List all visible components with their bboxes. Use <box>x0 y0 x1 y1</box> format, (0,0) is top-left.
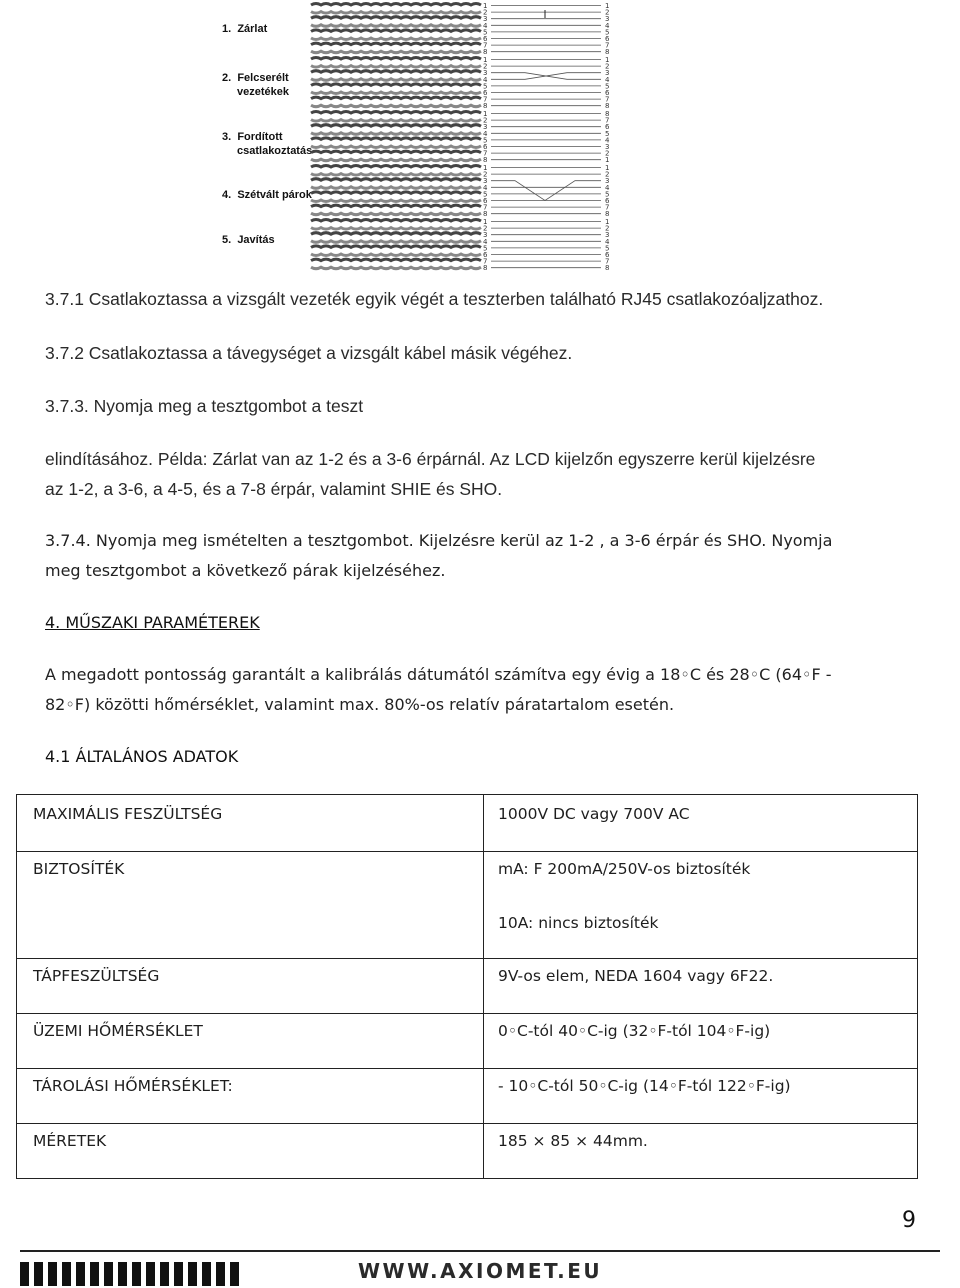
pin-number-left: 2 <box>483 62 488 71</box>
table-row <box>17 1124 918 1179</box>
cable-strand <box>311 97 481 99</box>
pin-number-right: 7 <box>605 41 610 50</box>
pin-number-right: 4 <box>605 183 610 192</box>
pin-number-right: 2 <box>605 8 610 17</box>
pin-number-right: 5 <box>605 129 610 138</box>
footer-divider <box>20 1250 940 1252</box>
pin-number-right: 2 <box>605 170 610 179</box>
fault-label-line: 5. Javítás <box>222 234 275 246</box>
fault-label-line: 4. Szétvált párok <box>222 189 312 201</box>
pin-number-left: 6 <box>483 197 488 205</box>
cable-strand <box>311 138 481 140</box>
pin-number-right: 7 <box>605 257 610 266</box>
pin-number-left: 3 <box>483 177 488 186</box>
pin-number-left: 3 <box>483 15 488 24</box>
cable-strand <box>311 151 481 153</box>
spec-label: TÁROLÁSI HŐMÉRSÉKLET: <box>17 1069 484 1124</box>
cable-strand <box>311 112 481 114</box>
cable-strand <box>311 174 481 176</box>
cable-strand <box>311 51 481 53</box>
cable-strand <box>311 179 481 181</box>
crossed-wire <box>491 73 601 80</box>
spec-value: - 10◦C-tól 50◦C-ig (14◦F-tól 122◦F-ig) <box>484 1069 918 1124</box>
cable-strand <box>311 43 481 45</box>
pin-number-left: 7 <box>483 41 488 50</box>
pin-number-left: 3 <box>483 69 488 78</box>
footer-barcode-decoration <box>20 1262 239 1286</box>
cable-strand <box>311 66 481 68</box>
pin-number-right: 8 <box>605 110 610 118</box>
cable-strand <box>311 166 481 168</box>
pin-number-right: 4 <box>605 75 610 84</box>
pin-number-left: 5 <box>483 136 488 145</box>
pin-number-left: 8 <box>483 264 488 272</box>
pin-number-right: 8 <box>605 264 610 272</box>
fault-label-line: 2. Felcserélt <box>222 72 289 84</box>
cable-strand <box>311 241 481 243</box>
pin-number-left: 8 <box>483 102 488 111</box>
cable-strand <box>311 246 481 248</box>
pin-number-right: 6 <box>605 35 610 43</box>
spec-label: BIZTOSÍTÉK <box>17 852 484 959</box>
pin-number-right: 1 <box>605 2 610 10</box>
cable-strand <box>311 38 481 40</box>
pin-number-left: 7 <box>483 203 488 212</box>
pin-number-right: 4 <box>605 237 610 246</box>
cable-strand <box>311 220 481 222</box>
pin-number-left: 6 <box>483 35 488 43</box>
pin-number-right: 1 <box>605 164 610 172</box>
spec-value: 0◦C-tól 40◦C-ig (32◦F-tól 104◦F-ig) <box>484 1014 918 1069</box>
pin-number-right: 6 <box>605 123 610 132</box>
page-number: 9 <box>902 1208 916 1233</box>
pin-number-right: 2 <box>605 149 610 158</box>
cable-strand <box>311 200 481 202</box>
fault-label-line: 1. Zárlat <box>222 23 268 35</box>
pin-number-right: 2 <box>605 62 610 71</box>
pin-number-left: 5 <box>483 82 488 91</box>
paragraph-3-7-2: 3.7.2 Csatlakoztassa a távegységet a vizsgált kábel másik végéhez. <box>45 343 573 363</box>
pin-number-left: 6 <box>483 143 488 151</box>
pin-number-left: 5 <box>483 190 488 199</box>
footer-bar <box>76 1262 85 1286</box>
footer-bar <box>146 1262 155 1286</box>
accuracy-paragraph-line-2: 82◦F) közötti hőmérséklet, valamint max. 80%-os relatív páratartalom esetén. <box>45 695 675 714</box>
cable-strand <box>311 4 481 6</box>
pin-number-right: 3 <box>605 69 610 78</box>
footer-bar <box>62 1262 71 1286</box>
spec-value: 185 × 85 × 44mm. <box>484 1124 918 1179</box>
pin-number-right: 8 <box>605 102 610 111</box>
footer-bar <box>216 1262 225 1286</box>
cable-strand <box>311 105 481 107</box>
specifications-table <box>16 794 918 1179</box>
pin-number-right: 6 <box>605 251 610 259</box>
pin-number-left: 8 <box>483 48 488 57</box>
split-pair-wire <box>491 181 601 201</box>
cable-strand <box>311 159 481 161</box>
footer-bar <box>230 1262 239 1286</box>
paragraph-3-7-4-line-2: meg tesztgombot a következő párak kijelzéséhez. <box>45 561 446 580</box>
wiring-fault-diagram <box>215 0 615 272</box>
pin-number-right: 4 <box>605 21 610 30</box>
table-row <box>17 852 918 959</box>
pin-number-left: 4 <box>483 183 488 192</box>
cable-strand <box>311 146 481 148</box>
pin-number-left: 4 <box>483 21 488 30</box>
footer-bar <box>188 1262 197 1286</box>
pin-number-left: 3 <box>483 231 488 240</box>
pin-number-right: 5 <box>605 190 610 199</box>
pin-number-right: 7 <box>605 203 610 212</box>
cable-strand <box>311 187 481 189</box>
pin-number-right: 5 <box>605 244 610 253</box>
cable-strand <box>311 233 481 235</box>
pin-number-left: 4 <box>483 129 488 138</box>
pin-number-left: 2 <box>483 8 488 17</box>
pin-number-left: 4 <box>483 75 488 84</box>
fault-label-line: csatlakoztatás <box>237 145 313 157</box>
pin-number-right: 5 <box>605 82 610 91</box>
cable-strand <box>311 205 481 207</box>
footer-bar <box>20 1262 29 1286</box>
cable-strand <box>311 125 481 127</box>
pin-number-left: 8 <box>483 210 488 219</box>
pin-number-right: 5 <box>605 28 610 37</box>
paragraph-3-7-4: 3.7.4. Nyomja meg ismételten a tesztgombot. Kijelzésre kerül az 1-2 , a 3-6 érpár és SHO. Nyomja <box>45 531 833 550</box>
pin-number-left: 1 <box>483 56 488 64</box>
footer-bar <box>160 1262 169 1286</box>
pin-number-left: 6 <box>483 251 488 259</box>
pin-number-left: 1 <box>483 164 488 172</box>
pin-number-left: 5 <box>483 244 488 253</box>
paragraph-3-7-1: 3.7.1 Csatlakoztassa a vizsgált vezeték egyik végét a teszterben található RJ45 csatlakozóaljzathoz. <box>45 289 824 309</box>
pin-number-right: 3 <box>605 143 610 151</box>
cable-strand <box>311 84 481 86</box>
spec-label: MAXIMÁLIS FESZÜLTSÉG <box>17 795 484 852</box>
pin-number-left: 1 <box>483 110 488 118</box>
cable-strand <box>311 92 481 94</box>
cable-strand <box>311 30 481 32</box>
pin-number-right: 6 <box>605 197 610 205</box>
spec-label: TÁPFESZÜLTSÉG <box>17 959 484 1014</box>
cable-strand <box>311 79 481 81</box>
pin-number-left: 3 <box>483 123 488 132</box>
paragraph-3-7-3-line-2: elindításához. Példa: Zárlat van az 1-2 és a 3-6 érpárnál. Az LCD kijelzőn egyszerre kerül kijelzésre <box>45 449 816 469</box>
split-pair-wire <box>491 181 601 201</box>
footer-bar <box>104 1262 113 1286</box>
footer-bar <box>118 1262 127 1286</box>
table-row <box>17 1014 918 1069</box>
pin-number-left: 7 <box>483 149 488 158</box>
pin-number-right: 6 <box>605 89 610 97</box>
pin-number-left: 8 <box>483 156 488 165</box>
pin-number-right: 1 <box>605 156 610 165</box>
pin-number-right: 1 <box>605 56 610 64</box>
pin-number-left: 7 <box>483 95 488 104</box>
accuracy-paragraph: A megadott pontosság garantált a kalibrálás dátumától számítva egy évig a 18◦C és 28◦C (64◦F - <box>45 665 832 684</box>
pin-number-left: 2 <box>483 170 488 179</box>
pin-number-right: 1 <box>605 218 610 226</box>
pin-number-right: 7 <box>605 95 610 104</box>
spec-value: 1000V DC vagy 700V AC <box>484 795 918 852</box>
pin-number-left: 1 <box>483 2 488 10</box>
spec-value: mA: F 200mA/250V-os biztosíték 10A: nincs biztosíték <box>484 852 918 959</box>
cable-strand <box>311 259 481 261</box>
pin-number-right: 8 <box>605 210 610 219</box>
pin-number-left: 2 <box>483 224 488 233</box>
cable-strand <box>311 228 481 230</box>
cable-strand <box>311 254 481 256</box>
paragraph-3-7-3: 3.7.3. Nyomja meg a tesztgombot a teszt <box>45 396 364 416</box>
paragraph-3-7-3-line-3: az 1-2, a 3-6, a 4-5, és a 7-8 érpár, valamint SHIE és SHO. <box>45 479 503 499</box>
cable-strand <box>311 58 481 60</box>
pin-number-right: 3 <box>605 15 610 24</box>
cable-strand <box>311 133 481 135</box>
spec-label: MÉRETEK <box>17 1124 484 1179</box>
table-row <box>17 959 918 1014</box>
cable-strand <box>311 12 481 14</box>
cable-strand <box>311 25 481 27</box>
footer-website-url: WWW.AXIOMET.EU <box>358 1259 603 1283</box>
subsection-heading: 4.1 ÁLTALÁNOS ADATOK <box>45 747 239 766</box>
pin-number-left: 1 <box>483 218 488 226</box>
wiring-diagram-graphic <box>215 0 615 272</box>
footer-bar <box>174 1262 183 1286</box>
pin-number-right: 7 <box>605 116 610 125</box>
pin-number-left: 6 <box>483 89 488 97</box>
fault-label-line: 3. Fordított <box>222 131 283 143</box>
footer-bar <box>34 1262 43 1286</box>
pin-number-left: 5 <box>483 28 488 37</box>
cable-strand <box>311 267 481 269</box>
pin-number-right: 8 <box>605 48 610 57</box>
pin-number-left: 4 <box>483 237 488 246</box>
cable-strand <box>311 213 481 215</box>
footer-bar <box>202 1262 211 1286</box>
pin-number-left: 7 <box>483 257 488 266</box>
section-heading: 4. MŰSZAKI PARAMÉTEREK <box>45 613 260 632</box>
footer-bar <box>90 1262 99 1286</box>
cable-strand <box>311 71 481 73</box>
table-row <box>17 1069 918 1124</box>
pin-number-left: 2 <box>483 116 488 125</box>
pin-number-right: 3 <box>605 231 610 240</box>
spec-label: ÜZEMI HŐMÉRSÉKLET <box>17 1014 484 1069</box>
cable-strand <box>311 192 481 194</box>
pin-number-right: 3 <box>605 177 610 186</box>
footer-bar <box>132 1262 141 1286</box>
cable-strand <box>311 120 481 122</box>
spec-value: 9V-os elem, NEDA 1604 vagy 6F22. <box>484 959 918 1014</box>
cable-strand <box>311 17 481 19</box>
pin-number-right: 4 <box>605 136 610 145</box>
footer-bar <box>48 1262 57 1286</box>
fault-label-line: vezetékek <box>237 86 289 98</box>
pin-number-right: 2 <box>605 224 610 233</box>
table-row <box>17 795 918 852</box>
